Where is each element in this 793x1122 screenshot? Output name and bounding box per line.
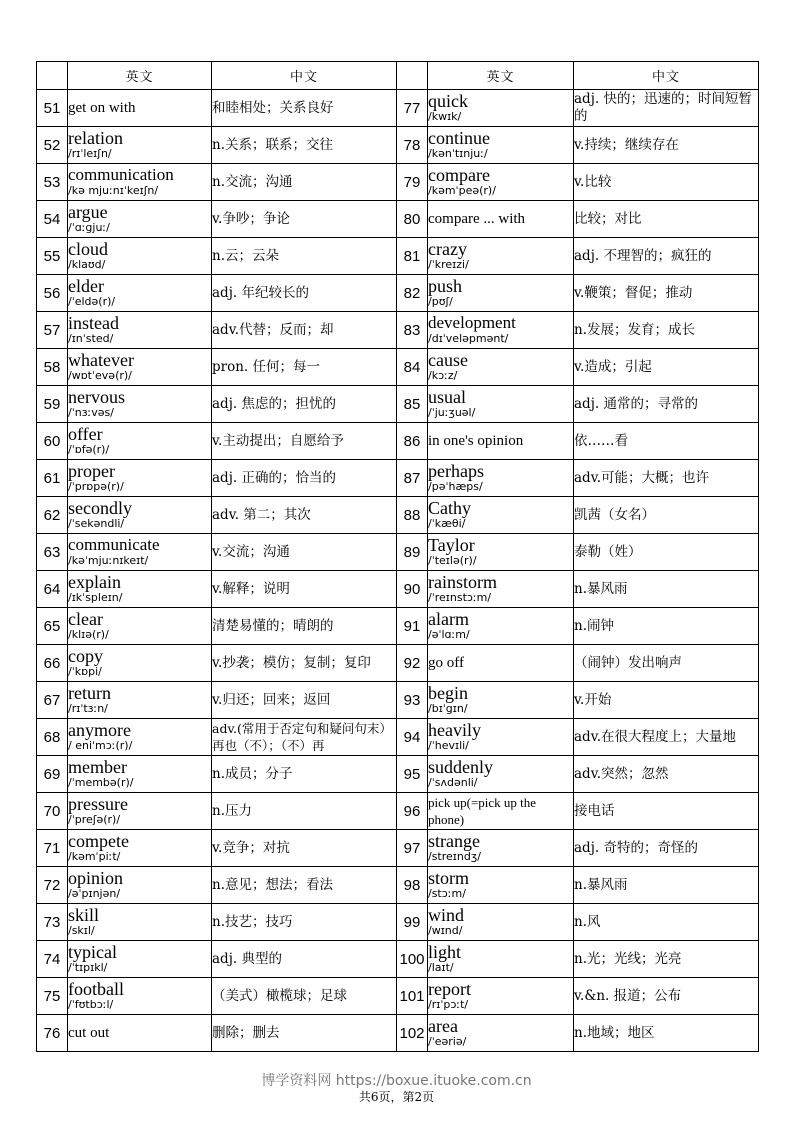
entry-word: football: [68, 979, 124, 999]
entry-english: [428, 978, 574, 1015]
entry-english: [428, 904, 574, 941]
table-row: [37, 645, 759, 682]
entry-number: 89: [397, 534, 428, 571]
entry-number: 77: [397, 90, 428, 127]
entry-phonetic: /ˈreɪnstɔːm/: [428, 591, 492, 604]
entry-meaning: n.发展；发育；成长: [574, 312, 759, 349]
table-row: [37, 756, 759, 793]
entry-meaning: adj. 通常的；寻常的: [574, 386, 759, 423]
entry-word: explain: [68, 572, 121, 592]
entry-number: 76: [37, 1015, 68, 1052]
entry-number: 60: [37, 423, 68, 460]
entry-phonetic: /ˈmembə(r)/: [68, 776, 134, 789]
entry-phonetic: /ˈeldə(r)/: [68, 295, 116, 308]
entry-meaning: n.交流；沟通: [212, 164, 397, 201]
entry-meaning: v.交流；沟通: [212, 534, 397, 571]
entry-phonetic: /ˈhevɪli/: [428, 739, 469, 752]
entry-number: 99: [397, 904, 428, 941]
entry-english: [68, 127, 212, 164]
entry-meaning: v.开始: [574, 682, 759, 719]
entry-phonetic: /ˈnɜːvəs/: [68, 406, 114, 419]
entry-phonetic: /ˈprɒpə(r)/: [68, 480, 124, 493]
entry-meaning: 接电话: [574, 793, 759, 830]
entry-number: 73: [37, 904, 68, 941]
entry-meaning: v.鞭策；督促；推动: [574, 275, 759, 312]
entry-meaning: adv.(常用于否定句和疑问句末）再也（不）；（不）再: [212, 719, 397, 756]
entry-english: [68, 682, 212, 719]
entry-meaning: adj. 正确的；恰当的: [212, 460, 397, 497]
entry-english: [428, 571, 574, 608]
entry-word: whatever: [68, 350, 134, 370]
header-english-left: 英文: [68, 62, 212, 90]
entry-word: heavily: [428, 720, 481, 740]
table-row: [37, 201, 759, 238]
table-row: [37, 608, 759, 645]
entry-english: [68, 793, 212, 830]
entry-phonetic: /ˈsekəndli/: [68, 517, 125, 530]
entry-meaning: adj. 奇特的；奇怪的: [574, 830, 759, 867]
entry-english: [428, 941, 574, 978]
entry-number: 55: [37, 238, 68, 275]
entry-number: 78: [397, 127, 428, 164]
entry-english: [68, 423, 212, 460]
entry-phonetic: /stɔːm/: [428, 887, 466, 900]
table-row: [37, 423, 759, 460]
entry-meaning: v.竞争；对抗: [212, 830, 397, 867]
table-row: [37, 830, 759, 867]
entry-word: cut out: [68, 1025, 110, 1041]
entry-number: 56: [37, 275, 68, 312]
entry-word: skill: [68, 905, 100, 925]
entry-phonetic: /kə mjuːnɪˈkeɪʃn/: [68, 184, 159, 197]
entry-number: 100: [397, 941, 428, 978]
entry-phonetic: /streɪndʒ/: [428, 850, 481, 863]
entry-phonetic: /əˈpɪnjən/: [68, 887, 121, 900]
entry-meaning: adj. 年纪较长的: [212, 275, 397, 312]
entry-english: [428, 127, 574, 164]
table-row: [37, 312, 759, 349]
entry-number: 64: [37, 571, 68, 608]
entry-phonetic: /ˈkɒpi/: [68, 665, 102, 678]
entry-number: 68: [37, 719, 68, 756]
table-header-row: [37, 62, 759, 90]
entry-meaning: v.造成；引起: [574, 349, 759, 386]
entry-english: [68, 238, 212, 275]
footer-page-number: 共6页，第2页: [358, 1090, 435, 1104]
header-num-left: [37, 62, 68, 90]
entry-word: report: [428, 979, 471, 999]
entry-meaning: v.主动提出；自愿给予: [212, 423, 397, 460]
entry-meaning: adj. 焦虑的；担忧的: [212, 386, 397, 423]
entry-number: 98: [397, 867, 428, 904]
entry-word: development: [428, 313, 516, 332]
entry-phonetic: /əˈlɑːm/: [428, 628, 470, 641]
entry-word: instead: [68, 313, 119, 333]
entry-english: [428, 719, 574, 756]
entry-word: perhaps: [428, 461, 484, 481]
entry-word: rainstorm: [428, 572, 497, 592]
entry-english: [68, 349, 212, 386]
entry-phonetic: /kəmˈpiːt/: [68, 850, 121, 863]
entry-english: [68, 90, 212, 127]
entry-number: 86: [397, 423, 428, 460]
entry-phonetic: /ˈkæθi/: [428, 517, 466, 530]
entry-meaning: adj. 不理智的；疯狂的: [574, 238, 759, 275]
vocabulary-rows: [37, 90, 759, 1052]
table-row: [37, 90, 759, 127]
entry-meaning: v.归还；回来；返回: [212, 682, 397, 719]
entry-english: [428, 349, 574, 386]
entry-word: communication: [68, 165, 174, 184]
entry-word: cloud: [68, 239, 108, 259]
entry-number: 63: [37, 534, 68, 571]
entry-word: offer: [68, 424, 103, 444]
entry-english: [428, 423, 574, 460]
entry-english: [68, 1015, 212, 1052]
table-row: [37, 682, 759, 719]
entry-meaning: 和睦相处；关系良好: [212, 90, 397, 127]
entry-word: compare ... with: [428, 211, 526, 227]
entry-phonetic: / eniˈmɔː(r)/: [68, 739, 133, 752]
entry-word: quick: [428, 91, 468, 111]
entry-word: proper: [68, 461, 115, 481]
entry-phonetic: /ˈjuːʒuəl/: [428, 406, 476, 419]
table-row: [37, 571, 759, 608]
entry-word: alarm: [428, 609, 469, 629]
entry-meaning: n.云；云朵: [212, 238, 397, 275]
entry-meaning: n.暴风雨: [574, 867, 759, 904]
entry-english: [428, 793, 574, 830]
entry-number: 82: [397, 275, 428, 312]
entry-number: 58: [37, 349, 68, 386]
entry-number: 91: [397, 608, 428, 645]
entry-phonetic: /rɪˈpɔːt/: [428, 998, 469, 1011]
entry-word: usual: [428, 387, 466, 407]
entry-english: [68, 719, 212, 756]
entry-english: [428, 460, 574, 497]
entry-english: [428, 164, 574, 201]
entry-meaning: （闹钟）发出响声: [574, 645, 759, 682]
table-row: [37, 1015, 759, 1052]
entry-english: [68, 941, 212, 978]
entry-english: [428, 1015, 574, 1052]
entry-meaning: adv.代替；反而；却: [212, 312, 397, 349]
entry-word: member: [68, 757, 127, 777]
entry-english: [428, 386, 574, 423]
entry-word: compare: [428, 165, 490, 185]
entry-meaning: 依……看: [574, 423, 759, 460]
entry-word: secondly: [68, 498, 132, 518]
entry-phonetic: /skɪl/: [68, 924, 95, 937]
entry-english: [68, 275, 212, 312]
entry-number: 70: [37, 793, 68, 830]
entry-english: [428, 756, 574, 793]
entry-meaning: adj. 典型的: [212, 941, 397, 978]
entry-phonetic: /kənˈtɪnjuː/: [428, 147, 488, 160]
entry-word: wind: [428, 905, 464, 925]
entry-number: 66: [37, 645, 68, 682]
entry-word: opinion: [68, 868, 124, 888]
entry-meaning: adv.突然；忽然: [574, 756, 759, 793]
entry-english: [68, 608, 212, 645]
entry-number: 97: [397, 830, 428, 867]
entry-number: 72: [37, 867, 68, 904]
entry-english: [68, 164, 212, 201]
table-row: [37, 719, 759, 756]
entry-number: 52: [37, 127, 68, 164]
entry-number: 101: [397, 978, 428, 1015]
entry-phonetic: /kɔːz/: [428, 369, 458, 382]
entry-phonetic: /wɪnd/: [428, 924, 463, 937]
entry-number: 61: [37, 460, 68, 497]
entry-phonetic: /pəˈhæps/: [428, 480, 483, 493]
entry-word: area: [428, 1016, 458, 1036]
entry-meaning: 凯茜（女名）: [574, 497, 759, 534]
header-english-right: 英文: [428, 62, 574, 90]
entry-number: 65: [37, 608, 68, 645]
entry-english: [428, 497, 574, 534]
entry-phonetic: /ˈeəriə/: [428, 1035, 467, 1048]
entry-meaning: n.闹钟: [574, 608, 759, 645]
entry-meaning: 泰勒（姓）: [574, 534, 759, 571]
entry-english: [428, 201, 574, 238]
entry-word: Cathy: [428, 498, 471, 518]
entry-number: 102: [397, 1015, 428, 1052]
entry-word: push: [428, 276, 463, 296]
table-row: [37, 497, 759, 534]
entry-phonetic: /wɒtˈevə(r)/: [68, 369, 132, 382]
entry-number: 90: [397, 571, 428, 608]
entry-number: 81: [397, 238, 428, 275]
entry-meaning: n.暴风雨: [574, 571, 759, 608]
entry-english: [428, 90, 574, 127]
entry-number: 94: [397, 719, 428, 756]
entry-number: 93: [397, 682, 428, 719]
entry-meaning: adv. 第二；其次: [212, 497, 397, 534]
entry-phonetic: /rɪˈleɪʃn/: [68, 147, 112, 160]
entry-meaning: 删除；删去: [212, 1015, 397, 1052]
entry-word: compete: [68, 831, 129, 851]
entry-meaning: （美式）橄榄球；足球: [212, 978, 397, 1015]
entry-word: copy: [68, 646, 103, 666]
entry-number: 59: [37, 386, 68, 423]
entry-phonetic: /ˈkreɪzi/: [428, 258, 469, 271]
entry-phonetic: /ˈtɪpɪkl/: [68, 961, 108, 974]
entry-word: return: [68, 683, 111, 703]
entry-phonetic: /klaʊd/: [68, 258, 106, 271]
entry-meaning: 清楚易懂的；晴朗的: [212, 608, 397, 645]
table-row: [37, 867, 759, 904]
entry-word: begin: [428, 683, 468, 703]
entry-word: pick up(=pick up the phone): [428, 795, 537, 827]
entry-phonetic: /pʊʃ/: [428, 295, 453, 308]
entry-number: 51: [37, 90, 68, 127]
entry-meaning: n.成员；分子: [212, 756, 397, 793]
table-row: [37, 386, 759, 423]
entry-word: nervous: [68, 387, 125, 407]
entry-number: 62: [37, 497, 68, 534]
entry-phonetic: /bɪˈgɪn/: [428, 702, 468, 715]
entry-english: [68, 756, 212, 793]
table-row: [37, 793, 759, 830]
entry-meaning: v.抄袭；模仿；复制；复印: [212, 645, 397, 682]
entry-phonetic: /ɪnˈsted/: [68, 332, 114, 345]
entry-meaning: n.意见；想法；看法: [212, 867, 397, 904]
entry-number: 80: [397, 201, 428, 238]
entry-english: [68, 867, 212, 904]
entry-meaning: 比较；对比: [574, 201, 759, 238]
entry-number: 75: [37, 978, 68, 1015]
entry-phonetic: /ˈɒfə(r)/: [68, 443, 110, 456]
entry-word: argue: [68, 202, 108, 222]
entry-number: 87: [397, 460, 428, 497]
entry-meaning: n.关系；联系；交往: [212, 127, 397, 164]
entry-phonetic: /ɪkˈspleɪn/: [68, 591, 123, 604]
entry-english: [428, 830, 574, 867]
entry-meaning: n.地域；地区: [574, 1015, 759, 1052]
entry-word: strange: [428, 831, 480, 851]
table-row: [37, 978, 759, 1015]
table-row: [37, 534, 759, 571]
table-row: [37, 275, 759, 312]
entry-english: [428, 534, 574, 571]
entry-number: 83: [397, 312, 428, 349]
vocabulary-table: [36, 61, 759, 1052]
entry-word: suddenly: [428, 757, 493, 777]
entry-meaning: n.风: [574, 904, 759, 941]
entry-english: [428, 645, 574, 682]
entry-word: clear: [68, 609, 103, 629]
entry-meaning: pron. 任何；每一: [212, 349, 397, 386]
entry-phonetic: /dɪˈveləpmənt/: [428, 332, 509, 345]
entry-meaning: adv.可能；大概；也许: [574, 460, 759, 497]
entry-number: 96: [397, 793, 428, 830]
entry-word: get on with: [68, 100, 136, 116]
entry-number: 57: [37, 312, 68, 349]
entry-phonetic: /kəˈmjuːnɪkeɪt/: [68, 554, 149, 567]
entry-phonetic: /klɪə(r)/: [68, 628, 109, 641]
entry-english: [68, 830, 212, 867]
entry-number: 67: [37, 682, 68, 719]
footer-site: 博学资料网 https://boxue.ituoke.com.cn: [261, 1073, 532, 1089]
entry-word: pressure: [68, 794, 128, 814]
entry-english: [68, 201, 212, 238]
entry-word: relation: [68, 128, 123, 148]
entry-english: [68, 571, 212, 608]
entry-word: cause: [428, 350, 468, 370]
entry-phonetic: /ˈteɪlə(r)/: [428, 554, 477, 567]
entry-word: go off: [428, 655, 464, 671]
entry-meaning: v.比较: [574, 164, 759, 201]
entry-meaning: v.争吵；争论: [212, 201, 397, 238]
entry-number: 95: [397, 756, 428, 793]
entry-english: [68, 460, 212, 497]
entry-word: Taylor: [428, 535, 475, 555]
entry-meaning: n.压力: [212, 793, 397, 830]
entry-phonetic: /laɪt/: [428, 961, 454, 974]
header-chinese-right: 中文: [574, 62, 759, 90]
entry-meaning: v.持续；继续存在: [574, 127, 759, 164]
entry-word: light: [428, 942, 462, 962]
entry-word: anymore: [68, 720, 131, 740]
entry-meaning: adj. 快的；迅速的；时间短暂的: [574, 90, 759, 127]
entry-phonetic: /kwɪk/: [428, 110, 462, 123]
entry-english: [68, 645, 212, 682]
entry-number: 71: [37, 830, 68, 867]
entry-word: continue: [428, 128, 490, 148]
entry-english: [428, 867, 574, 904]
entry-number: 54: [37, 201, 68, 238]
table-row: [37, 349, 759, 386]
entry-phonetic: /ˈpreʃə(r)/: [68, 813, 121, 826]
entry-meaning: v.&n. 报道；公布: [574, 978, 759, 1015]
entry-phonetic: /kəmˈpeə(r)/: [428, 184, 496, 197]
entry-phonetic: /ˈfʊtbɔːl/: [68, 998, 114, 1011]
entry-number: 79: [397, 164, 428, 201]
entry-number: 92: [397, 645, 428, 682]
entry-meaning: n.光；光线；光亮: [574, 941, 759, 978]
entry-number: 84: [397, 349, 428, 386]
entry-word: communicate: [68, 535, 160, 554]
table-row: [37, 941, 759, 978]
entry-meaning: adv.在很大程度上；大量地: [574, 719, 759, 756]
entry-number: 74: [37, 941, 68, 978]
entry-english: [68, 904, 212, 941]
entry-english: [428, 682, 574, 719]
entry-phonetic: /ˈsʌdənli/: [428, 776, 478, 789]
entry-english: [68, 497, 212, 534]
entry-english: [428, 238, 574, 275]
entry-english: [428, 312, 574, 349]
entry-english: [68, 312, 212, 349]
entry-word: typical: [68, 942, 117, 962]
entry-meaning: v.解释；说明: [212, 571, 397, 608]
entry-word: crazy: [428, 239, 467, 259]
header-chinese-left: 中文: [212, 62, 397, 90]
entry-english: [428, 275, 574, 312]
table-row: [37, 164, 759, 201]
entry-word: in one's opinion: [428, 433, 524, 449]
table-row: [37, 460, 759, 497]
entry-english: [68, 386, 212, 423]
entry-phonetic: /ˈɑːgjuː/: [68, 221, 110, 234]
entry-word: storm: [428, 868, 470, 888]
table-row: [37, 904, 759, 941]
entry-english: [68, 978, 212, 1015]
entry-number: 85: [397, 386, 428, 423]
entry-number: 53: [37, 164, 68, 201]
entry-word: elder: [68, 276, 104, 296]
entry-number: 69: [37, 756, 68, 793]
entry-english: [428, 608, 574, 645]
entry-number: 88: [397, 497, 428, 534]
entry-english: [68, 534, 212, 571]
entry-meaning: n.技艺；技巧: [212, 904, 397, 941]
table-row: [37, 127, 759, 164]
table-row: [37, 238, 759, 275]
header-num-right: [397, 62, 428, 90]
entry-phonetic: /rɪˈtɜːn/: [68, 702, 108, 715]
